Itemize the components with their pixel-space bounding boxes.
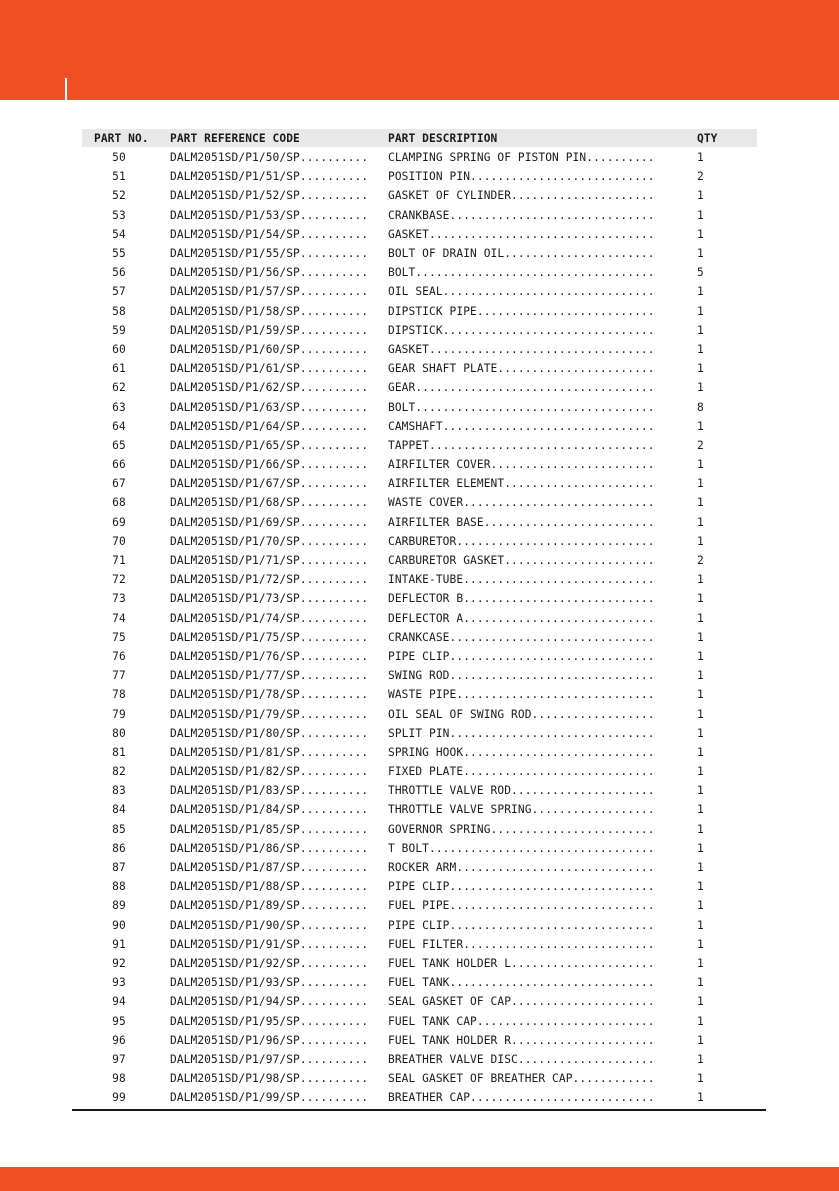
qty-cell: 1 bbox=[697, 342, 704, 356]
part-description-cell: AIRFILTER ELEMENT...................... bbox=[388, 477, 655, 491]
table-row bbox=[82, 743, 757, 762]
table-row bbox=[82, 244, 757, 263]
table-row bbox=[82, 1031, 757, 1050]
part-reference-cell: DALM2051SD/P1/96/SP.......... bbox=[170, 1033, 369, 1047]
part-reference-cell: DALM2051SD/P1/86/SP.......... bbox=[170, 841, 369, 855]
part-description-cell: FUEL TANK HOLDER L..................... bbox=[388, 956, 655, 970]
part-reference-cell: DALM2051SD/P1/74/SP.......... bbox=[170, 611, 369, 625]
qty-cell: 1 bbox=[697, 227, 704, 241]
part-description-cell: FUEL FILTER............................ bbox=[388, 937, 655, 951]
part-no-cell: 55 bbox=[112, 247, 126, 261]
qty-cell: 1 bbox=[697, 976, 704, 990]
part-reference-cell: DALM2051SD/P1/83/SP.......... bbox=[170, 784, 369, 798]
part-no-cell: 65 bbox=[112, 438, 126, 452]
part-reference-cell: DALM2051SD/P1/81/SP.......... bbox=[170, 745, 369, 759]
part-no-cell: 53 bbox=[112, 208, 126, 222]
part-description-cell: BOLT OF DRAIN OIL...................... bbox=[388, 247, 655, 261]
part-no-cell: 58 bbox=[112, 304, 126, 318]
qty-cell: 1 bbox=[697, 822, 704, 836]
table-row bbox=[82, 685, 757, 704]
part-description-cell: POSITION PIN........................... bbox=[388, 170, 655, 184]
qty-cell: 1 bbox=[697, 899, 704, 913]
part-no-cell: 83 bbox=[112, 784, 126, 798]
table-row bbox=[82, 417, 757, 436]
table-row bbox=[82, 1050, 757, 1069]
table-row bbox=[82, 436, 757, 455]
part-description-cell: OIL SEAL............................... bbox=[388, 285, 655, 299]
part-reference-cell: DALM2051SD/P1/53/SP.......... bbox=[170, 208, 369, 222]
table-row bbox=[82, 455, 757, 474]
qty-cell: 1 bbox=[697, 765, 704, 779]
part-reference-cell: DALM2051SD/P1/66/SP.......... bbox=[170, 458, 369, 472]
table-row bbox=[82, 666, 757, 685]
part-reference-cell: DALM2051SD/P1/58/SP.......... bbox=[170, 304, 369, 318]
part-description-cell: SEAL GASKET OF BREATHER CAP............ bbox=[388, 1072, 655, 1086]
part-description-cell: FUEL PIPE.............................. bbox=[388, 899, 655, 913]
part-description-cell: THROTTLE VALVE SPRING.................. bbox=[388, 803, 655, 817]
part-reference-cell: DALM2051SD/P1/75/SP.......... bbox=[170, 630, 369, 644]
part-no-cell: 94 bbox=[112, 995, 126, 1009]
table-row bbox=[82, 186, 757, 205]
table-row bbox=[82, 225, 757, 244]
part-reference-cell: DALM2051SD/P1/90/SP.......... bbox=[170, 918, 369, 932]
part-description-cell: OIL SEAL OF SWING ROD.................. bbox=[388, 707, 655, 721]
part-reference-cell: DALM2051SD/P1/87/SP.......... bbox=[170, 861, 369, 875]
part-no-cell: 80 bbox=[112, 726, 126, 740]
part-no-cell: 81 bbox=[112, 745, 126, 759]
part-no-cell: 98 bbox=[112, 1072, 126, 1086]
part-description-cell: CAMSHAFT............................... bbox=[388, 419, 655, 433]
qty-cell: 1 bbox=[697, 1033, 704, 1047]
qty-cell: 1 bbox=[697, 726, 704, 740]
part-reference-cell: DALM2051SD/P1/88/SP.......... bbox=[170, 880, 369, 894]
part-no-cell: 57 bbox=[112, 285, 126, 299]
table-row bbox=[82, 1069, 757, 1088]
table-row bbox=[82, 1011, 757, 1030]
part-reference-cell: DALM2051SD/P1/65/SP.......... bbox=[170, 438, 369, 452]
table-row bbox=[82, 474, 757, 493]
part-reference-cell: DALM2051SD/P1/72/SP.......... bbox=[170, 573, 369, 587]
part-reference-cell: DALM2051SD/P1/51/SP.......... bbox=[170, 170, 369, 184]
qty-cell: 1 bbox=[697, 630, 704, 644]
table-row bbox=[82, 800, 757, 819]
qty-cell: 1 bbox=[697, 1052, 704, 1066]
part-description-cell: CLAMPING SPRING OF PISTON PIN.......... bbox=[388, 151, 655, 165]
qty-cell: 1 bbox=[697, 1091, 704, 1105]
qty-cell: 1 bbox=[697, 419, 704, 433]
table-row bbox=[82, 877, 757, 896]
part-reference-cell: DALM2051SD/P1/52/SP.......... bbox=[170, 189, 369, 203]
table-row bbox=[82, 762, 757, 781]
table-row bbox=[82, 916, 757, 935]
table-row bbox=[82, 1088, 757, 1107]
table-row bbox=[82, 148, 757, 167]
part-reference-cell: DALM2051SD/P1/78/SP.......... bbox=[170, 688, 369, 702]
header-part-reference-code: PART REFERENCE CODE bbox=[170, 131, 300, 145]
part-description-cell: CRANKCASE.............................. bbox=[388, 630, 655, 644]
qty-cell: 2 bbox=[697, 438, 704, 452]
table-row bbox=[82, 378, 757, 397]
table-row bbox=[82, 513, 757, 532]
qty-cell: 1 bbox=[697, 707, 704, 721]
part-reference-cell: DALM2051SD/P1/69/SP.......... bbox=[170, 515, 369, 529]
part-no-cell: 66 bbox=[112, 458, 126, 472]
part-description-cell: CRANKBASE.............................. bbox=[388, 208, 655, 222]
part-no-cell: 64 bbox=[112, 419, 126, 433]
qty-cell: 1 bbox=[697, 477, 704, 491]
part-description-cell: SPRING HOOK............................ bbox=[388, 745, 655, 759]
part-reference-cell: DALM2051SD/P1/56/SP.......... bbox=[170, 266, 369, 280]
table-row bbox=[82, 609, 757, 628]
table-row bbox=[82, 589, 757, 608]
part-reference-cell: DALM2051SD/P1/55/SP.......... bbox=[170, 247, 369, 261]
part-description-cell: GASKET................................. bbox=[388, 227, 655, 241]
table-row bbox=[82, 206, 757, 225]
qty-cell: 1 bbox=[697, 381, 704, 395]
part-no-cell: 63 bbox=[112, 400, 126, 414]
table-row bbox=[82, 532, 757, 551]
part-description-cell: PIPE CLIP.............................. bbox=[388, 880, 655, 894]
part-reference-cell: DALM2051SD/P1/63/SP.......... bbox=[170, 400, 369, 414]
qty-cell: 1 bbox=[697, 573, 704, 587]
part-reference-cell: DALM2051SD/P1/89/SP.......... bbox=[170, 899, 369, 913]
table-row bbox=[82, 302, 757, 321]
table-row bbox=[82, 647, 757, 666]
table-row bbox=[82, 858, 757, 877]
part-reference-cell: DALM2051SD/P1/95/SP.......... bbox=[170, 1014, 369, 1028]
table-row bbox=[82, 724, 757, 743]
part-no-cell: 62 bbox=[112, 381, 126, 395]
part-no-cell: 60 bbox=[112, 342, 126, 356]
table-row bbox=[82, 263, 757, 282]
table-row bbox=[82, 973, 757, 992]
table-row bbox=[82, 321, 757, 340]
part-no-cell: 91 bbox=[112, 937, 126, 951]
part-reference-cell: DALM2051SD/P1/92/SP.......... bbox=[170, 956, 369, 970]
part-reference-cell: DALM2051SD/P1/99/SP.......... bbox=[170, 1091, 369, 1105]
qty-cell: 1 bbox=[697, 515, 704, 529]
part-description-cell: BOLT................................... bbox=[388, 400, 655, 414]
footer-bar bbox=[0, 1167, 839, 1191]
part-reference-cell: DALM2051SD/P1/77/SP.......... bbox=[170, 669, 369, 683]
header-bar bbox=[0, 0, 839, 100]
table-row bbox=[82, 493, 757, 512]
part-description-cell: FIXED PLATE............................ bbox=[388, 765, 655, 779]
part-description-cell: FUEL TANK.............................. bbox=[388, 976, 655, 990]
part-reference-cell: DALM2051SD/P1/94/SP.......... bbox=[170, 995, 369, 1009]
part-no-cell: 69 bbox=[112, 515, 126, 529]
qty-cell: 1 bbox=[697, 669, 704, 683]
part-description-cell: INTAKE-TUBE............................ bbox=[388, 573, 655, 587]
qty-cell: 1 bbox=[697, 995, 704, 1009]
part-no-cell: 67 bbox=[112, 477, 126, 491]
part-no-cell: 76 bbox=[112, 649, 126, 663]
part-reference-cell: DALM2051SD/P1/80/SP.......... bbox=[170, 726, 369, 740]
table-row bbox=[82, 935, 757, 954]
table-row bbox=[82, 340, 757, 359]
part-no-cell: 70 bbox=[112, 534, 126, 548]
part-reference-cell: DALM2051SD/P1/76/SP.......... bbox=[170, 649, 369, 663]
qty-cell: 1 bbox=[697, 956, 704, 970]
part-no-cell: 89 bbox=[112, 899, 126, 913]
part-reference-cell: DALM2051SD/P1/57/SP.......... bbox=[170, 285, 369, 299]
qty-cell: 1 bbox=[697, 611, 704, 625]
qty-cell: 1 bbox=[697, 784, 704, 798]
part-description-cell: AIRFILTER BASE......................... bbox=[388, 515, 655, 529]
qty-cell: 8 bbox=[697, 400, 704, 414]
parts-table bbox=[82, 129, 757, 1107]
part-description-cell: GEAR SHAFT PLATE....................... bbox=[388, 362, 655, 376]
qty-cell: 1 bbox=[697, 1072, 704, 1086]
table-row bbox=[82, 992, 757, 1011]
part-description-cell: FUEL TANK CAP.......................... bbox=[388, 1014, 655, 1028]
part-reference-cell: DALM2051SD/P1/73/SP.......... bbox=[170, 592, 369, 606]
part-no-cell: 84 bbox=[112, 803, 126, 817]
header-qty: QTY bbox=[697, 131, 718, 145]
part-description-cell: THROTTLE VALVE ROD..................... bbox=[388, 784, 655, 798]
part-no-cell: 61 bbox=[112, 362, 126, 376]
part-reference-cell: DALM2051SD/P1/67/SP.......... bbox=[170, 477, 369, 491]
part-description-cell: CARBURETOR............................. bbox=[388, 534, 655, 548]
table-row bbox=[82, 704, 757, 723]
part-reference-cell: DALM2051SD/P1/68/SP.......... bbox=[170, 496, 369, 510]
part-no-cell: 82 bbox=[112, 765, 126, 779]
qty-cell: 1 bbox=[697, 189, 704, 203]
header-mark bbox=[65, 78, 67, 100]
qty-cell: 1 bbox=[697, 688, 704, 702]
part-reference-cell: DALM2051SD/P1/91/SP.......... bbox=[170, 937, 369, 951]
part-no-cell: 96 bbox=[112, 1033, 126, 1047]
qty-cell: 1 bbox=[697, 304, 704, 318]
table-row bbox=[82, 839, 757, 858]
part-no-cell: 86 bbox=[112, 841, 126, 855]
part-reference-cell: DALM2051SD/P1/70/SP.......... bbox=[170, 534, 369, 548]
table-row bbox=[82, 359, 757, 378]
table-row bbox=[82, 551, 757, 570]
part-no-cell: 90 bbox=[112, 918, 126, 932]
qty-cell: 1 bbox=[697, 534, 704, 548]
part-reference-cell: DALM2051SD/P1/71/SP.......... bbox=[170, 554, 369, 568]
qty-cell: 1 bbox=[697, 841, 704, 855]
part-description-cell: WASTE PIPE............................. bbox=[388, 688, 655, 702]
table-row bbox=[82, 167, 757, 186]
qty-cell: 1 bbox=[697, 592, 704, 606]
table-row bbox=[82, 397, 757, 416]
part-description-cell: PIPE CLIP.............................. bbox=[388, 918, 655, 932]
part-description-cell: BREATHER VALVE DISC.................... bbox=[388, 1052, 655, 1066]
part-description-cell: DEFLECTOR A............................ bbox=[388, 611, 655, 625]
part-reference-cell: DALM2051SD/P1/98/SP.......... bbox=[170, 1072, 369, 1086]
part-no-cell: 56 bbox=[112, 266, 126, 280]
part-reference-cell: DALM2051SD/P1/61/SP.......... bbox=[170, 362, 369, 376]
part-no-cell: 51 bbox=[112, 170, 126, 184]
table-row bbox=[82, 896, 757, 915]
part-reference-cell: DALM2051SD/P1/54/SP.......... bbox=[170, 227, 369, 241]
qty-cell: 1 bbox=[697, 1014, 704, 1028]
qty-cell: 1 bbox=[697, 803, 704, 817]
part-description-cell: DIPSTICK............................... bbox=[388, 323, 655, 337]
part-no-cell: 59 bbox=[112, 323, 126, 337]
qty-cell: 1 bbox=[697, 247, 704, 261]
part-no-cell: 75 bbox=[112, 630, 126, 644]
qty-cell: 1 bbox=[697, 285, 704, 299]
part-reference-cell: DALM2051SD/P1/82/SP.......... bbox=[170, 765, 369, 779]
table-body bbox=[82, 148, 757, 1107]
part-description-cell: T BOLT................................. bbox=[388, 841, 655, 855]
part-reference-cell: DALM2051SD/P1/64/SP.......... bbox=[170, 419, 369, 433]
part-no-cell: 97 bbox=[112, 1052, 126, 1066]
table-row bbox=[82, 570, 757, 589]
qty-cell: 2 bbox=[697, 554, 704, 568]
table-header-row bbox=[82, 129, 757, 147]
part-description-cell: TAPPET................................. bbox=[388, 438, 655, 452]
part-no-cell: 68 bbox=[112, 496, 126, 510]
part-no-cell: 73 bbox=[112, 592, 126, 606]
qty-cell: 1 bbox=[697, 918, 704, 932]
part-reference-cell: DALM2051SD/P1/50/SP.......... bbox=[170, 151, 369, 165]
part-no-cell: 78 bbox=[112, 688, 126, 702]
part-no-cell: 72 bbox=[112, 573, 126, 587]
table-row bbox=[82, 954, 757, 973]
part-description-cell: PIPE CLIP.............................. bbox=[388, 649, 655, 663]
qty-cell: 1 bbox=[697, 937, 704, 951]
part-no-cell: 54 bbox=[112, 227, 126, 241]
part-reference-cell: DALM2051SD/P1/84/SP.......... bbox=[170, 803, 369, 817]
part-description-cell: SPLIT PIN.............................. bbox=[388, 726, 655, 740]
qty-cell: 1 bbox=[697, 880, 704, 894]
header-part-no: PART NO. bbox=[94, 131, 149, 145]
bottom-divider bbox=[72, 1109, 766, 1111]
part-no-cell: 50 bbox=[112, 151, 126, 165]
qty-cell: 1 bbox=[697, 496, 704, 510]
part-no-cell: 74 bbox=[112, 611, 126, 625]
part-no-cell: 85 bbox=[112, 822, 126, 836]
table-row bbox=[82, 820, 757, 839]
part-description-cell: GASKET................................. bbox=[388, 342, 655, 356]
part-description-cell: DIPSTICK PIPE.......................... bbox=[388, 304, 655, 318]
part-no-cell: 88 bbox=[112, 880, 126, 894]
part-no-cell: 79 bbox=[112, 707, 126, 721]
qty-cell: 5 bbox=[697, 266, 704, 280]
part-no-cell: 95 bbox=[112, 1014, 126, 1028]
table-row bbox=[82, 628, 757, 647]
part-reference-cell: DALM2051SD/P1/60/SP.......... bbox=[170, 342, 369, 356]
part-description-cell: CARBURETOR GASKET...................... bbox=[388, 554, 655, 568]
part-description-cell: BOLT................................... bbox=[388, 266, 655, 280]
part-description-cell: FUEL TANK HOLDER R..................... bbox=[388, 1033, 655, 1047]
qty-cell: 1 bbox=[697, 458, 704, 472]
qty-cell: 1 bbox=[697, 362, 704, 376]
part-no-cell: 99 bbox=[112, 1091, 126, 1105]
part-reference-cell: DALM2051SD/P1/93/SP.......... bbox=[170, 976, 369, 990]
part-description-cell: GASKET OF CYLINDER..................... bbox=[388, 189, 655, 203]
part-description-cell: SWING ROD.............................. bbox=[388, 669, 655, 683]
qty-cell: 2 bbox=[697, 170, 704, 184]
header-part-description: PART DESCRIPTION bbox=[388, 131, 498, 145]
part-description-cell: WASTE COVER............................ bbox=[388, 496, 655, 510]
qty-cell: 1 bbox=[697, 151, 704, 165]
part-description-cell: DEFLECTOR B............................ bbox=[388, 592, 655, 606]
qty-cell: 1 bbox=[697, 649, 704, 663]
qty-cell: 1 bbox=[697, 745, 704, 759]
table-row bbox=[82, 781, 757, 800]
part-reference-cell: DALM2051SD/P1/85/SP.......... bbox=[170, 822, 369, 836]
part-reference-cell: DALM2051SD/P1/59/SP.......... bbox=[170, 323, 369, 337]
part-description-cell: BREATHER CAP........................... bbox=[388, 1091, 655, 1105]
qty-cell: 1 bbox=[697, 208, 704, 222]
qty-cell: 1 bbox=[697, 323, 704, 337]
part-description-cell: AIRFILTER COVER........................ bbox=[388, 458, 655, 472]
part-reference-cell: DALM2051SD/P1/79/SP.......... bbox=[170, 707, 369, 721]
part-no-cell: 52 bbox=[112, 189, 126, 203]
part-reference-cell: DALM2051SD/P1/97/SP.......... bbox=[170, 1052, 369, 1066]
qty-cell: 1 bbox=[697, 861, 704, 875]
table-row bbox=[82, 282, 757, 301]
part-no-cell: 92 bbox=[112, 956, 126, 970]
part-no-cell: 87 bbox=[112, 861, 126, 875]
part-no-cell: 71 bbox=[112, 554, 126, 568]
part-description-cell: GOVERNOR SPRING........................ bbox=[388, 822, 655, 836]
part-no-cell: 93 bbox=[112, 976, 126, 990]
part-no-cell: 77 bbox=[112, 669, 126, 683]
part-description-cell: SEAL GASKET OF CAP..................... bbox=[388, 995, 655, 1009]
part-description-cell: ROCKER ARM............................. bbox=[388, 861, 655, 875]
part-reference-cell: DALM2051SD/P1/62/SP.......... bbox=[170, 381, 369, 395]
part-description-cell: GEAR................................... bbox=[388, 381, 655, 395]
